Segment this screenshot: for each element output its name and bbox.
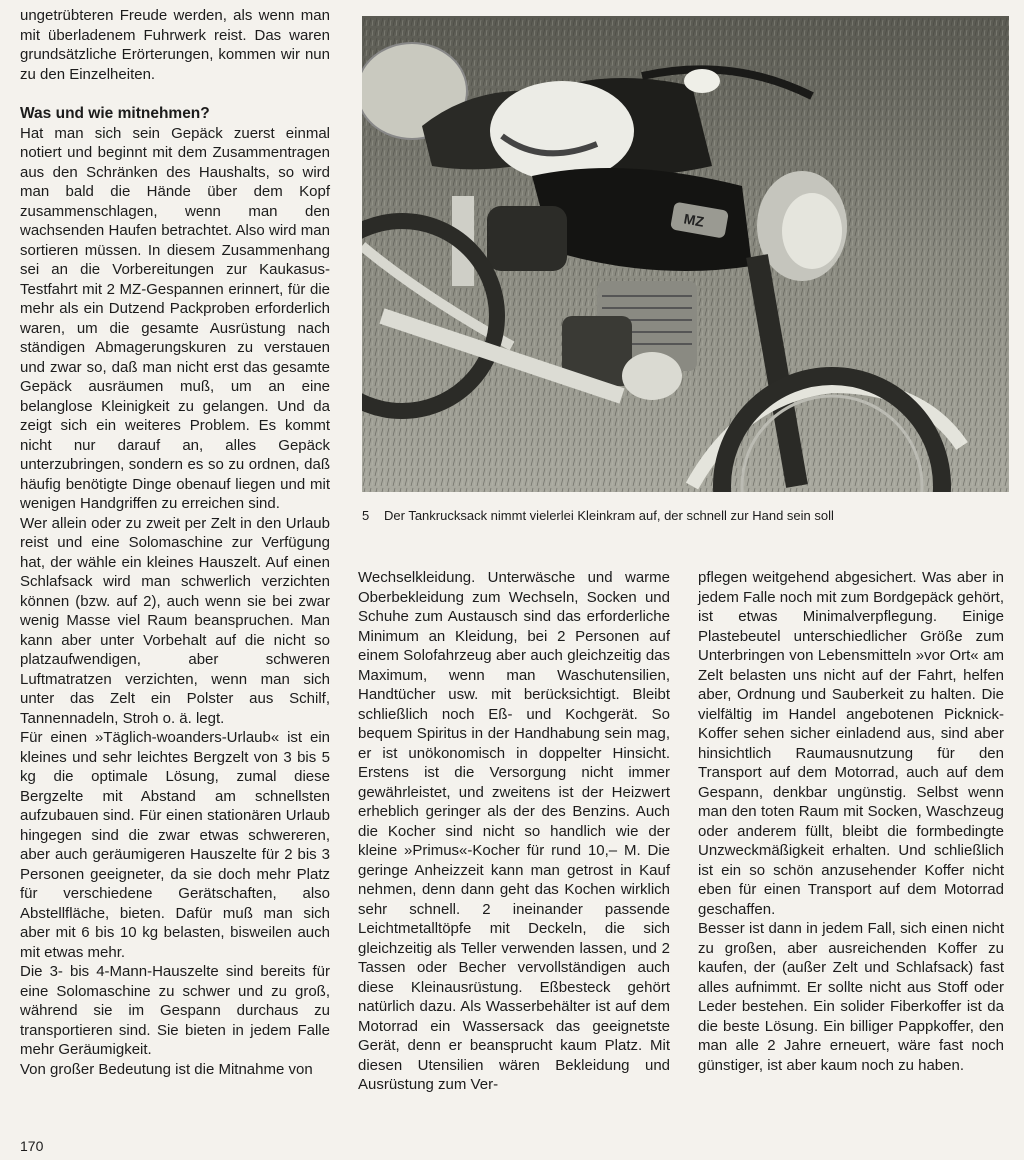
figure-caption	[362, 507, 1012, 524]
motorcycle-photo	[362, 16, 1009, 492]
motorcycle-illustration	[362, 16, 1009, 492]
body-paragraph: Die 3- bis 4-Mann-Hauszelte sind bereits für eine Solomaschine zu schwer und zu groß, während sie im Gespann durchaus zu transportieren sind. Sie bieten in jedem Falle mehr Geräumigkeit.	[20, 963, 330, 1058]
body-paragraph: Für einen »Täglich-woanders-Urlaub« ist ein kleines und sehr leichtes Bergzelt von 3 bis 5 kg die optimale Lösung, zumal diese Bergzelte mit Abstand am schnellsten aufzubauen sind. Für einen stationären Urlaub hingegen sind die zwar etwas schwereren, aber auch geräumigeren Hauszelte für 2 bis 3 Personen geeigneter, da sie doch mehr Platz für verschiedene Gerätschaften, also Abstellfläche, bieten. Dafür muß man sich aber mit 6 bis 10 kg belasten, bisweilen auch mit etwas mehr.	[20, 729, 330, 961]
tank-logo: MZ	[682, 210, 706, 230]
section-heading: Was und wie mitnehmen?	[20, 105, 210, 122]
intro-paragraph: ungetrübteren Freude werden, als wenn man mit überladenem Fuhrwerk reist. Das waren grundsätzliche Erörterungen, kommen wir nun zu den Einzelheiten.	[20, 7, 330, 83]
body-paragraph: Besser ist dann in jedem Fall, sich einen nicht zu großen, aber ausreichenden Koffer zu kaufen, der (außer Zelt und Schlafsack) fast alles aufnimmt. Er sollte nicht aus Stoff oder Leder bestehen. Ein solider Fiberkoffer ist da die beste Lösung. Ein billiger Pappkoffer, den man alle 2 Jahre erneuert, wäre fast noch günstiger, ist aber kaum noch zu haben.	[698, 920, 1004, 1074]
body-paragraph: Von großer Bedeutung ist die Mitnahme von	[20, 1060, 313, 1078]
middle-column	[358, 568, 670, 1095]
caption-text: Der Tankrucksack nimmt vielerlei Kleinkram auf, der schnell zur Hand sein soll	[384, 508, 834, 523]
right-column	[698, 568, 1004, 1075]
figure-number: 5	[362, 508, 370, 523]
body-paragraph: Wechselkleidung. Unterwäsche und warme Oberbekleidung zum Wechseln, Socken und Schuhe zum Austausch sind das erforderliche Minimum an Kleidung, bei 2 Personen auf einem Solofahrzeug aber auch gleichzeitig das Maximum, wenn man Waschutensilien, Handtücher usw. mit berücksichtigt. Bleibt schließlich noch Eß- und Kochgerät. So bequem Spiritus in der Handhabung sein mag, er ist unökonomisch in doppelter Hinsicht. Erstens ist die Versorgung nicht immer gewährleistet, und zweitens ist der Heizwert erheblich geringer als der des Benzins. Auch die Kocher sind nicht so handlich wie der kleine »Primus«-Kocher für rund 10,– M. Die geringe Anheizzeit kann man getrost in Kauf nehmen, denn dann geht das Kochen wirklich sehr schnell. 2 ineinander passende Leichtmetalltöpfe mit Deckeln, die sich gleichzeitig als Teller verwenden lassen, und 2 Tassen oder Becher vervollständigen auch diese Kleinausrüstung. Eßbesteck gehört natürlich dazu. Als Wasserbehälter ist auf dem Motorrad ein Wassersack das geeignetste Gerät, denn er beansprucht kaum Platz. Mit diesen Utensilien wären Bekleidung und Ausrüstung zum Ver-	[358, 569, 670, 1093]
page-number: 170	[20, 1138, 44, 1154]
left-column	[20, 6, 330, 1079]
body-paragraph: pflegen weitgehend abgesichert. Was aber in jedem Falle noch mit zum Bordgepäck gehört, ist etwas Minimalverpflegung. Einige Plastebeutel unterschiedlicher Größe zum Unterbringen von Lebensmitteln »vor Ort« am Zelt belasten uns nicht auf der Fahrt, helfen aber, Ordnung und Sauberkeit zu halten. Die vielfältig im Handel angebotenen Picknick-Koffer sehen sicher einladend aus, sind aber hinsichtlich Raumausnutzung für den Transport auf dem Motorrad, auch auf dem Gespann, denkbar ungünstig. Selbst wenn man den toten Raum mit Socken, Waschzeug oder anderem füllt, bleibt die formbedingte Unzweckmäßigkeit erhalten. Und schließlich ist ein so schön anzusehender Koffer nicht eben für einen Transport auf dem Motorrad geschaffen.	[698, 569, 1004, 918]
body-paragraph: Wer allein oder zu zweit per Zelt in den Urlaub reist und eine Solomaschine zur Verfügung hat, der wähle ein kleines Hauszelt. Auf einen Schlafsack wird man schwerlich verzichten können (bzw. auf 2), auch wenn sie bei zwar wenig Masse viel Raum beanspruchen. Man kann aber unter Vorbehalt auf die nicht so platzaufwendigen, aber schweren Luftmatratzen verzichten, wenn man sich unter das Zelt ein Polster aus Schilf, Tannennadeln, Stroh o. ä. legt.	[20, 514, 330, 727]
body-paragraph: Hat man sich sein Gepäck zuerst einmal notiert und beginnt mit dem Zusammentragen aus den Schränken des Haushalts, so wird man bald die Hände über dem Kopf zusammenschlagen, wenn man den wachsenden Haufen betrachtet. Also wird man sortieren müssen. In diesem Zusammenhang sei an die Vorbereitungen zur Kaukasus-Testfahrt mit 2 MZ-Gespannen erinnert, für die mehr als ein Dutzend Packproben erforderlich waren, um die gesamte Ausrüstung nach ständigen Abmagerungskuren zu verstauen und zwar so, daß man nicht erst das gesamte Gepäck ausräumen muß, um an eine belanglose Kleinigkeit zu gelangen. Und da zeigt sich ein weiteres Problem. Es kommt nicht nur darauf an, alles Gepäck unterzubringen, sondern es so zu ordnen, daß häufig benötigte Dinge obenauf liegen und mit wenigen Handgriffen zu erreichen sind.	[20, 124, 330, 512]
